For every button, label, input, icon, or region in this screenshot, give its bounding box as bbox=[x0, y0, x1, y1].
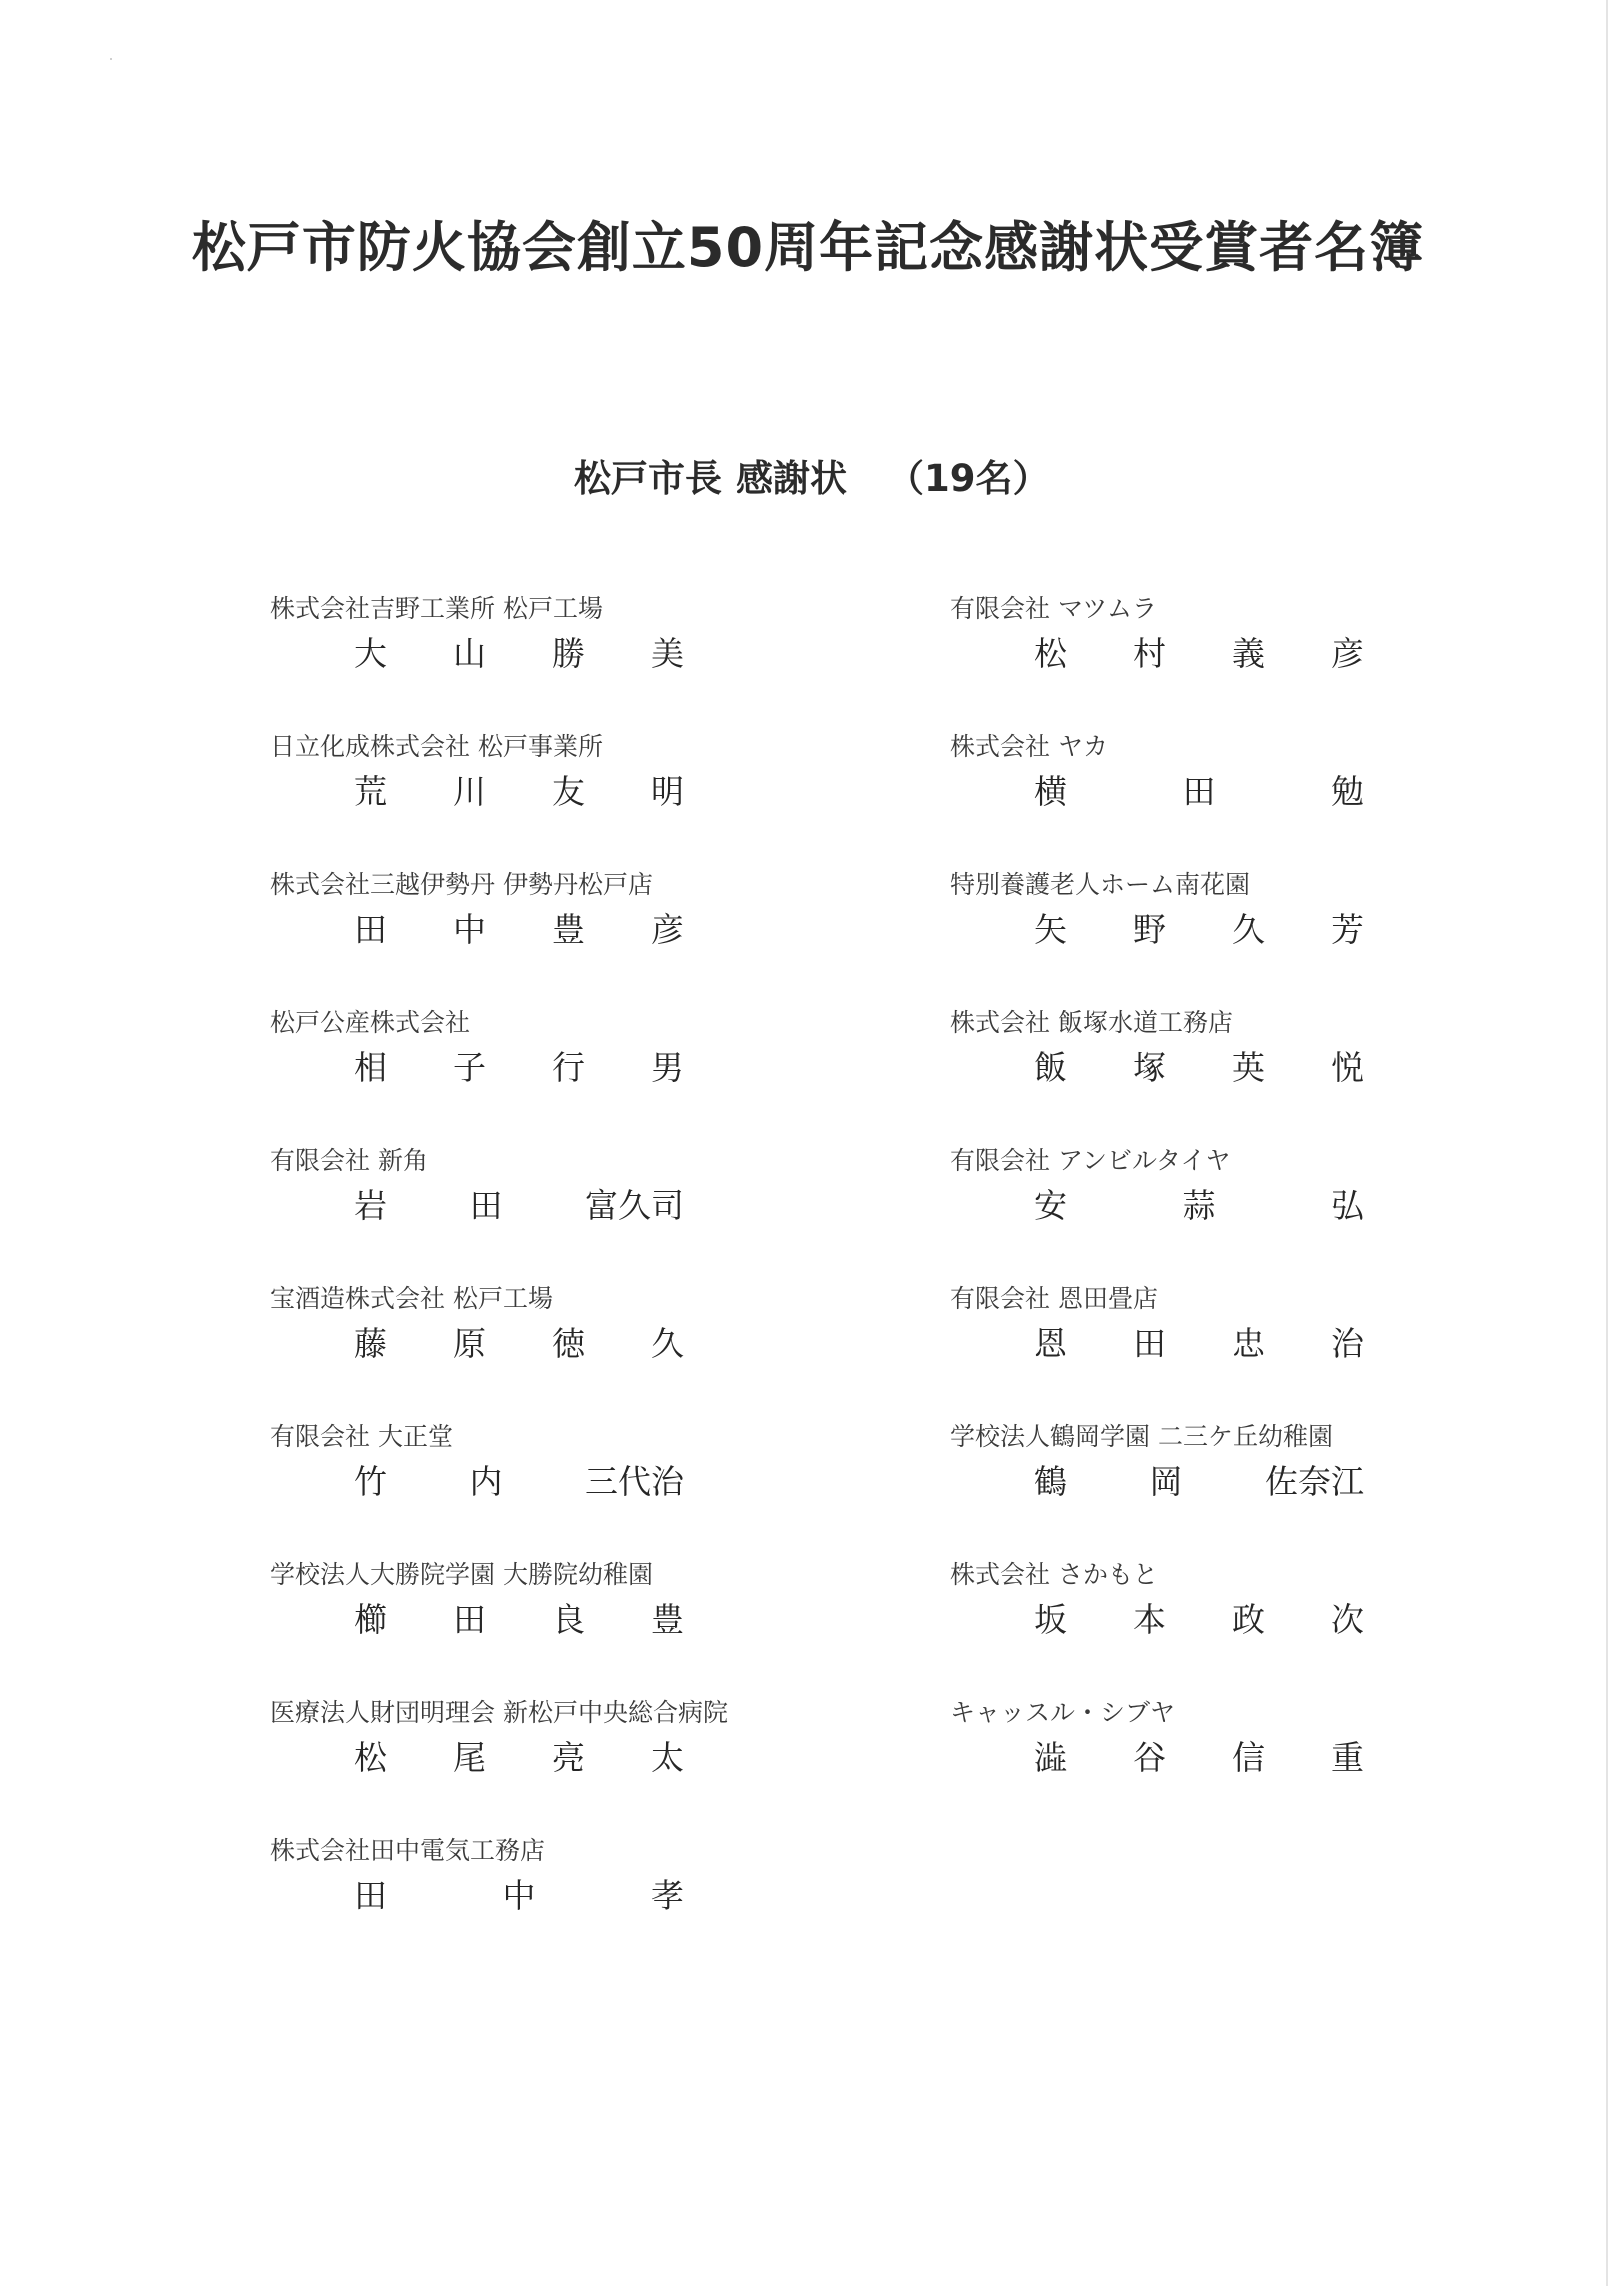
recipient-entry bbox=[950, 1284, 1450, 1422]
recipient-name-part: 美 bbox=[651, 634, 684, 673]
recipient-organization: 株式会社 飯塚水道工務店 bbox=[950, 1008, 1233, 1037]
recipient-name-part: 芳 bbox=[1331, 910, 1364, 949]
recipient-organization: 有限会社 マツムラ bbox=[950, 594, 1157, 623]
recipient-name-part: 田 bbox=[1133, 1324, 1166, 1363]
recipient-entry bbox=[270, 1698, 830, 1836]
recipient-entry bbox=[950, 732, 1450, 870]
recipient-name-part: 亮 bbox=[552, 1738, 585, 1777]
recipient-name-part: 矢 bbox=[1034, 910, 1067, 949]
section-count: （19名） bbox=[887, 457, 1050, 500]
recipient-name-part: 中 bbox=[502, 1876, 536, 1915]
recipient-name bbox=[354, 910, 684, 950]
recipient-name-part: 信 bbox=[1232, 1738, 1265, 1777]
recipients-right-column bbox=[950, 594, 1450, 1836]
recipient-entry bbox=[950, 1698, 1450, 1836]
recipient-organization: 学校法人大勝院学園 大勝院幼稚園 bbox=[270, 1560, 653, 1589]
recipient-name-part: 松 bbox=[354, 1738, 387, 1777]
recipient-name bbox=[1034, 1738, 1364, 1778]
recipient-name-part: 飯 bbox=[1034, 1048, 1067, 1087]
recipient-entry bbox=[270, 594, 830, 732]
document-title: 松戸市防火協会創立50周年記念感謝状受賞者名簿 bbox=[191, 216, 1425, 279]
recipient-name-part: 坂 bbox=[1034, 1600, 1067, 1639]
recipient-organization: 日立化成株式会社 松戸事業所 bbox=[270, 732, 603, 761]
recipient-name-part: 田 bbox=[469, 1186, 503, 1225]
recipient-organization: 有限会社 大正堂 bbox=[270, 1422, 453, 1451]
recipient-name bbox=[354, 1738, 684, 1778]
recipient-name-part: 豊 bbox=[552, 910, 585, 949]
recipient-name-part: 男 bbox=[651, 1048, 684, 1087]
recipient-name bbox=[354, 1324, 684, 1364]
recipient-name-part: 佐奈江 bbox=[1265, 1462, 1364, 1501]
section-heading bbox=[574, 448, 1050, 502]
recipient-name-part: 鶴 bbox=[1034, 1462, 1067, 1501]
recipient-name-part: 塚 bbox=[1133, 1048, 1166, 1087]
recipient-name bbox=[1034, 1186, 1364, 1226]
recipient-entry bbox=[270, 1560, 830, 1698]
recipient-organization: 有限会社 恩田畳店 bbox=[950, 1284, 1158, 1313]
recipient-name-part: 重 bbox=[1331, 1738, 1364, 1777]
recipient-organization: 株式会社田中電気工務店 bbox=[270, 1836, 546, 1865]
recipient-name-part: 岩 bbox=[354, 1186, 387, 1225]
recipient-name-part: 悦 bbox=[1331, 1048, 1364, 1087]
recipient-name-part: 大 bbox=[354, 634, 387, 673]
recipient-entry bbox=[950, 870, 1450, 1008]
recipient-entry bbox=[270, 1836, 830, 1974]
recipient-name bbox=[1034, 910, 1364, 950]
recipient-name-part: 豊 bbox=[651, 1600, 684, 1639]
recipient-name bbox=[354, 1186, 684, 1226]
recipient-entry bbox=[950, 1146, 1450, 1284]
recipient-name-part: 勉 bbox=[1331, 772, 1364, 811]
recipient-name-part: 本 bbox=[1133, 1600, 1166, 1639]
scan-page-edge bbox=[1606, 0, 1608, 2286]
recipient-name-part: 英 bbox=[1232, 1048, 1265, 1087]
recipient-name bbox=[1034, 634, 1364, 674]
recipient-name-part: 川 bbox=[453, 772, 486, 811]
recipient-name-part: 恩 bbox=[1034, 1324, 1067, 1363]
recipient-name-part: 蒜 bbox=[1182, 1186, 1216, 1225]
recipients-left-column bbox=[270, 594, 830, 1974]
recipient-organization: 有限会社 アンビルタイヤ bbox=[950, 1146, 1231, 1175]
recipient-organization: 株式会社 ヤカ bbox=[950, 732, 1108, 761]
recipient-name bbox=[354, 772, 684, 812]
recipient-entry bbox=[270, 870, 830, 1008]
recipient-name-part: 尾 bbox=[453, 1738, 486, 1777]
recipient-name-part: 田 bbox=[354, 1876, 387, 1915]
recipient-name-part: 野 bbox=[1133, 910, 1166, 949]
recipient-name-part: 田 bbox=[453, 1600, 486, 1639]
recipient-name-part: 友 bbox=[552, 772, 585, 811]
recipient-organization: 松戸公産株式会社 bbox=[270, 1008, 471, 1037]
recipient-name-part: 明 bbox=[651, 772, 684, 811]
recipient-organization: キャッスル・シブヤ bbox=[950, 1698, 1176, 1727]
recipient-name-part: 櫛 bbox=[354, 1600, 387, 1639]
scan-speck bbox=[110, 58, 112, 60]
recipient-organization: 特別養護老人ホーム南花園 bbox=[950, 870, 1251, 899]
recipient-name-part: 忠 bbox=[1232, 1324, 1265, 1363]
recipient-name bbox=[354, 634, 684, 674]
recipient-entry bbox=[270, 1284, 830, 1422]
recipient-name bbox=[354, 1462, 684, 1502]
recipient-organization: 学校法人鶴岡学園 二三ケ丘幼稚園 bbox=[950, 1422, 1333, 1451]
recipient-name-part: 澁 bbox=[1034, 1738, 1067, 1777]
recipient-name bbox=[354, 1048, 684, 1088]
recipient-organization: 株式会社三越伊勢丹 伊勢丹松戸店 bbox=[270, 870, 653, 899]
recipient-name bbox=[354, 1876, 684, 1916]
recipient-name-part: 政 bbox=[1232, 1600, 1265, 1639]
recipient-name-part: 内 bbox=[469, 1462, 503, 1501]
recipient-name-part: 中 bbox=[453, 910, 486, 949]
recipient-organization: 宝酒造株式会社 松戸工場 bbox=[270, 1284, 553, 1313]
recipient-name-part: 安 bbox=[1034, 1186, 1067, 1225]
recipient-entry bbox=[270, 732, 830, 870]
recipient-entry bbox=[950, 594, 1450, 732]
recipient-name-part: 荒 bbox=[354, 772, 387, 811]
recipient-name-part: 久 bbox=[1232, 910, 1265, 949]
recipient-entry bbox=[950, 1560, 1450, 1698]
recipient-name-part: 三代治 bbox=[585, 1462, 684, 1501]
recipient-organization: 株式会社 さかもと bbox=[950, 1560, 1158, 1589]
recipient-name-part: 子 bbox=[453, 1048, 486, 1087]
recipient-entry bbox=[950, 1422, 1450, 1560]
recipient-name-part: 岡 bbox=[1149, 1462, 1183, 1501]
recipient-name-part: 富久司 bbox=[585, 1186, 684, 1225]
recipient-name bbox=[354, 1600, 684, 1640]
recipient-name-part: 弘 bbox=[1331, 1186, 1364, 1225]
recipient-name bbox=[1034, 772, 1364, 812]
recipient-name bbox=[1034, 1324, 1364, 1364]
recipient-name-part: 彦 bbox=[1331, 634, 1364, 673]
recipient-name bbox=[1034, 1048, 1364, 1088]
recipient-name-part: 勝 bbox=[552, 634, 585, 673]
recipient-name-part: 彦 bbox=[651, 910, 684, 949]
recipient-name-part: 谷 bbox=[1133, 1738, 1166, 1777]
recipient-name-part: 良 bbox=[552, 1600, 585, 1639]
section-award: 松戸市長 bbox=[574, 457, 722, 500]
recipient-entry bbox=[950, 1008, 1450, 1146]
recipient-name bbox=[1034, 1462, 1364, 1502]
recipient-name-part: 山 bbox=[453, 634, 486, 673]
recipient-organization: 有限会社 新角 bbox=[270, 1146, 428, 1175]
recipient-name-part: 次 bbox=[1331, 1600, 1364, 1639]
recipient-name-part: 松 bbox=[1034, 634, 1067, 673]
recipient-organization: 医療法人財団明理会 新松戸中央総合病院 bbox=[270, 1698, 728, 1727]
recipient-name-part: 久 bbox=[651, 1324, 684, 1363]
recipient-name-part: 治 bbox=[1331, 1324, 1364, 1363]
recipient-name-part: 原 bbox=[453, 1324, 486, 1363]
recipient-name-part: 村 bbox=[1133, 634, 1166, 673]
recipient-name-part: 孝 bbox=[651, 1876, 684, 1915]
recipient-name-part: 太 bbox=[651, 1738, 684, 1777]
recipient-entry bbox=[270, 1146, 830, 1284]
recipient-name-part: 横 bbox=[1034, 772, 1067, 811]
recipient-name-part: 田 bbox=[354, 910, 387, 949]
recipient-name-part: 相 bbox=[354, 1048, 387, 1087]
recipient-name-part: 竹 bbox=[354, 1462, 387, 1501]
recipient-name bbox=[1034, 1600, 1364, 1640]
recipient-name-part: 義 bbox=[1232, 634, 1265, 673]
recipient-organization: 株式会社吉野工業所 松戸工場 bbox=[270, 594, 603, 623]
recipient-name-part: 行 bbox=[552, 1048, 585, 1087]
recipient-entry bbox=[270, 1422, 830, 1560]
recipient-name-part: 藤 bbox=[354, 1324, 387, 1363]
recipient-name-part: 徳 bbox=[552, 1324, 585, 1363]
recipient-entry bbox=[270, 1008, 830, 1146]
recipient-name-part: 田 bbox=[1182, 772, 1216, 811]
section-award-type: 感謝状 bbox=[736, 457, 847, 500]
